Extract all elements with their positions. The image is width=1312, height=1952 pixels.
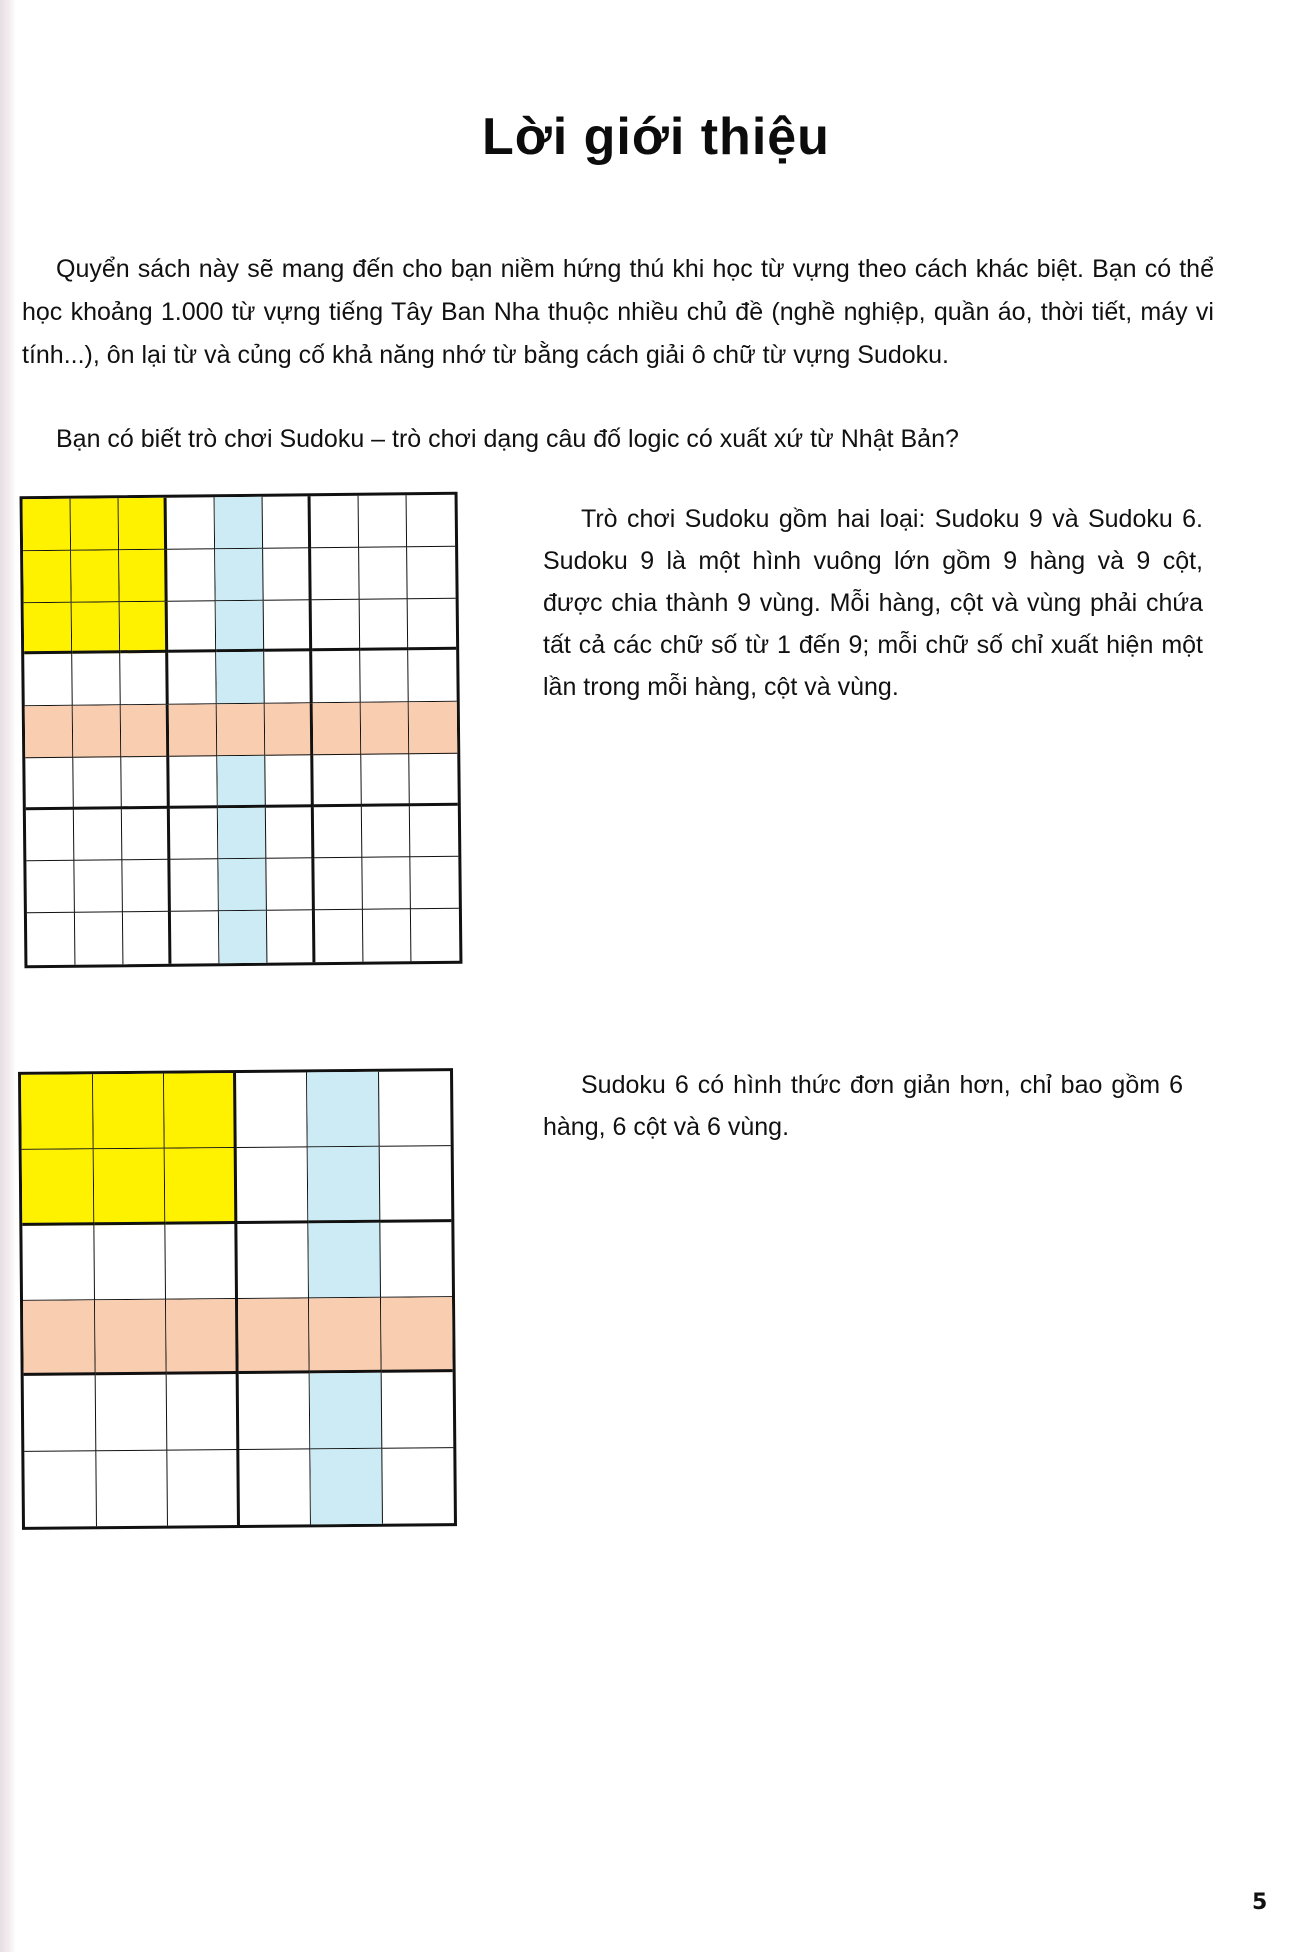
- grid-cell: [381, 1372, 453, 1448]
- grid-cell: [75, 912, 124, 964]
- grid-cell: [24, 1376, 96, 1452]
- intro-paragraph: Quyển sách này sẽ mang đến cho bạn niềm hứng thú khi học từ vựng theo cách khác biệt. Bạn có thể học khoảng 1.000 từ vựng tiếng Tây Ban Nha thuộc nhiều chủ đề (nghề nghiệp, quần áo, thời tiết, máy vi tính...), ôn lại từ và củng cố khả năng nhớ từ bằng cách giải ô chữ từ vựng Sudoku.: [22, 255, 1214, 369]
- grid-cell: [24, 602, 73, 654]
- grid-cell: [238, 1374, 310, 1450]
- grid-cell: [360, 599, 409, 651]
- grid-cell: [263, 496, 312, 548]
- grid-cell: [315, 910, 364, 962]
- grid-cell: [265, 703, 314, 755]
- grid-cell: [121, 705, 170, 757]
- grid-cell: [215, 549, 264, 601]
- grid-cell: [382, 1448, 454, 1524]
- grid-cell: [218, 859, 267, 911]
- grid-cell: [23, 551, 72, 603]
- grid-cell: [238, 1298, 310, 1374]
- grid-cell: [410, 857, 459, 909]
- grid-cell: [379, 1146, 451, 1222]
- grid-cell: [95, 1375, 167, 1451]
- grid-cell: [310, 1373, 382, 1449]
- grid-cell: [22, 1150, 94, 1226]
- grid-cell: [122, 808, 171, 860]
- grid-cell: [171, 911, 220, 963]
- grid-cell: [94, 1224, 166, 1300]
- grid-cell: [164, 1073, 236, 1149]
- grid-cell: [166, 1299, 238, 1375]
- grid-cell: [168, 653, 217, 705]
- grid-cell: [361, 702, 410, 754]
- grid-cell: [314, 806, 363, 858]
- grid-cell: [411, 909, 460, 961]
- grid-cell: [308, 1222, 380, 1298]
- grid-cell: [25, 706, 74, 758]
- grid-cell: [313, 755, 362, 807]
- grid-cell: [93, 1149, 165, 1225]
- page-number: 5: [1252, 1890, 1268, 1915]
- grid-cell: [236, 1072, 308, 1148]
- grid-cell: [167, 1450, 239, 1526]
- grid-cell: [311, 496, 360, 548]
- grid-cell: [312, 599, 361, 651]
- grid-cell: [93, 1074, 165, 1150]
- grid-cell: [267, 910, 316, 962]
- grid-cell: [167, 497, 216, 549]
- grid-cell: [169, 756, 218, 808]
- grid-cell: [264, 600, 313, 652]
- grid-cell: [380, 1297, 452, 1373]
- grid-cell: [217, 756, 266, 808]
- grid-cell: [236, 1148, 308, 1224]
- grid-cell: [266, 859, 315, 911]
- grid-cell: [122, 860, 171, 912]
- grid-cell: [239, 1449, 311, 1525]
- grid-cell: [74, 809, 123, 861]
- grid-cell: [170, 808, 219, 860]
- grid-cell: [95, 1300, 167, 1376]
- grid-cell: [360, 651, 409, 703]
- grid-cell: [165, 1224, 237, 1300]
- grid-cell: [121, 757, 170, 809]
- sudoku-9-grid: [20, 492, 463, 969]
- grid-cell: [218, 807, 267, 859]
- grid-cell: [24, 1451, 96, 1527]
- grid-cell: [73, 705, 122, 757]
- grid-cell: [264, 652, 313, 704]
- grid-cell: [23, 1300, 95, 1376]
- grid-cell: [363, 909, 412, 961]
- grid-cell: [74, 861, 123, 913]
- grid-cell: [266, 807, 315, 859]
- grid-cell: [120, 653, 169, 705]
- grid-cell: [123, 912, 172, 964]
- grid-cell: [120, 601, 169, 653]
- grid-cell: [22, 1225, 94, 1301]
- grid-cell: [96, 1450, 168, 1526]
- grid-cell: [24, 654, 73, 706]
- grid-cell: [71, 498, 120, 550]
- page-edge-shadow: [0, 0, 16, 1952]
- grid-cell: [216, 600, 265, 652]
- grid-cell: [167, 549, 216, 601]
- grid-cell: [72, 602, 121, 654]
- page-title: Lời giới thiệu: [482, 107, 830, 166]
- grid-cell: [314, 858, 363, 910]
- grid-cell: [237, 1223, 309, 1299]
- grid-cell: [263, 548, 312, 600]
- grid-cell: [27, 913, 76, 965]
- grid-cell: [313, 703, 362, 755]
- grid-cell: [26, 861, 75, 913]
- grid-cell: [168, 601, 217, 653]
- grid-cell: [407, 495, 456, 547]
- grid-cell: [216, 652, 265, 704]
- grid-cell: [408, 650, 457, 702]
- grid-cell: [170, 860, 219, 912]
- grid-cell: [169, 704, 218, 756]
- grid-cell: [310, 1448, 382, 1524]
- grid-cell: [307, 1072, 379, 1148]
- grid-cell: [265, 755, 314, 807]
- grid-cell: [410, 805, 459, 857]
- grid-cell: [215, 497, 264, 549]
- grid-cell: [380, 1222, 452, 1298]
- grid-cell: [219, 911, 268, 963]
- grid-cell: [311, 548, 360, 600]
- grid-cell: [409, 754, 458, 806]
- sudoku-6-description: Sudoku 6 có hình thức đơn giản hơn, chỉ bao gồm 6 hàng, 6 cột và 6 vùng.: [543, 1071, 1183, 1141]
- grid-cell: [217, 704, 266, 756]
- grid-cell: [359, 547, 408, 599]
- grid-cell: [309, 1298, 381, 1374]
- grid-cell: [167, 1374, 239, 1450]
- grid-cell: [408, 598, 457, 650]
- grid-cell: [119, 498, 168, 550]
- grid-cell: [26, 809, 75, 861]
- grid-cell: [359, 495, 408, 547]
- grid-cell: [165, 1148, 237, 1224]
- grid-cell: [312, 651, 361, 703]
- grid-cell: [407, 547, 456, 599]
- intro-question: Bạn có biết trò chơi Sudoku – trò chơi dạng câu đố logic có xuất xứ từ Nhật Bản?: [56, 425, 959, 453]
- grid-cell: [362, 806, 411, 858]
- grid-cell: [119, 550, 168, 602]
- grid-cell: [308, 1147, 380, 1223]
- grid-cell: [71, 550, 120, 602]
- sudoku-9-description: Trò chơi Sudoku gồm hai loại: Sudoku 9 và Sudoku 6. Sudoku 9 là một hình vuông lớn gồm 9 hàng và 9 cột, được chia thành 9 vùng. Mỗi hàng, cột và vùng phải chứa tất cả các chữ số từ 1 đến 9; mỗi chữ số chỉ xuất hiện một lần trong mỗi hàng, cột và vùng.: [543, 505, 1203, 701]
- grid-cell: [379, 1071, 451, 1147]
- grid-cell: [23, 499, 72, 551]
- grid-cell: [21, 1074, 93, 1150]
- grid-cell: [362, 858, 411, 910]
- grid-cell: [361, 754, 410, 806]
- grid-cell: [409, 702, 458, 754]
- sudoku-6-grid: [18, 1068, 457, 1530]
- grid-cell: [73, 757, 122, 809]
- grid-cell: [25, 758, 74, 810]
- grid-cell: [72, 654, 121, 706]
